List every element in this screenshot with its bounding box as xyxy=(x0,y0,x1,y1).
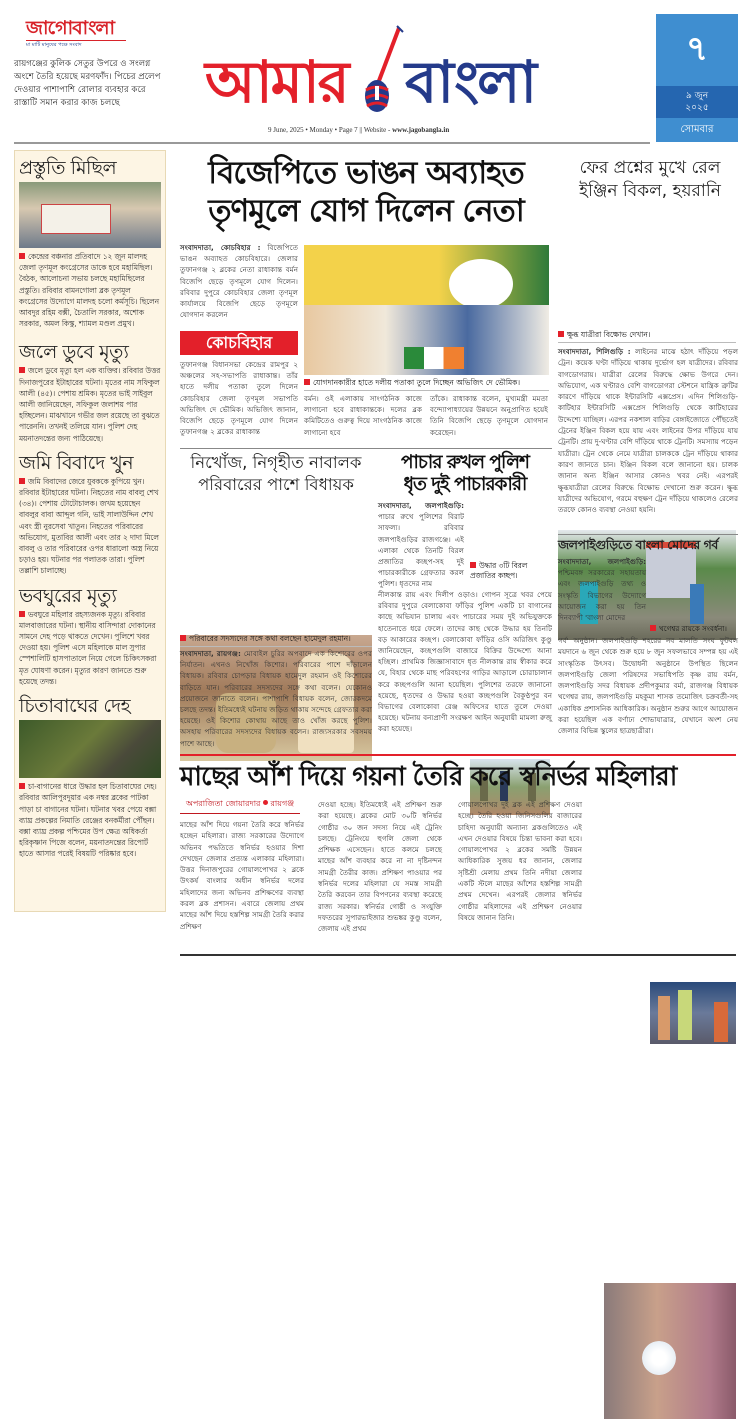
lead-body-intro: সংবাদদাতা, কোচবিহার : বিজেপিতে ভাঙন অব্যাহত কোচবিহারে। জেলার তুফানগঞ্জ ২ ব্লকের নেতা রাধাকান্ত বর্মন বিজেপি ছেড়ে তৃণমূলে যোগ দিলেন। রবিবার দুপুরে কোচবিহার জেলা তৃণমূল কার্যালয়ে বিজেপি ছেড়ে তৃণমূলে যোগদান করলেন xyxy=(180,243,298,320)
brief-body: চা-বাগানের ধারে উদ্ধার হল চিতাবাঘের দেহ। রবিবার আলিপুরদুয়ার এক নম্বর ব্লকের পাটকা পাড়া চা বাগানের ঘটনা। ঘটনার খবর পেয়ে বক্সা ব্যাঘ্র প্রকল্পের নিমাতি রেঞ্জের বনকর্মীরা পৌঁছন। বক্সা ব্যাঘ্র প্রকল্প পশ্চিমের উপ ক্ষেত্র অধিকর্তা হরিকৃষ্ণান পিজে বলেন, ময়নাতদন্তের রিপোর্ট হাতে আসার পরেই বিষয়টি পরিষ্কার হবে। xyxy=(19,782,157,859)
brief-item xyxy=(19,450,161,577)
felicitation-photo xyxy=(650,982,736,1044)
brief-item xyxy=(19,583,161,687)
bullet-icon xyxy=(558,331,564,337)
lead-headline xyxy=(180,154,552,230)
brief-body: ভবঘুরে মহিলার রহস্যজনক মৃত্যু। রবিবার মালবাজারের ঘটনা। স্থানীয় বাসিন্দারা দোকানের সামনে দেহ পড়ে থাকতে দেখেন। পুলিশে খবর দেওয়া হয়। পুলিশ এসে মহিলাকে মাল সুপার স্পেশালিটি হাসপাতালে নিয়ে গেলে চিকিৎসকরা মৃত ঘোষণা করেন। মৃত্যুর কারণ জানতে শুরু হয়েছে তদন্ত। xyxy=(19,609,157,686)
missing-child-body: সংবাদদাতা, রায়গঞ্জ: মোবাইল চুরির অপবাদে এক কিশোরের ওপর নির্যাতন। এখনও নিখোঁজ কিশোর। পরিবারের পাশে দাঁড়ালেন বিধায়ক। রবিবার চোপড়ার বিধায়ক হামেদুল রহমান ওই কিশোরের বাড়িতে যান। পরিবারের সদস্যদের সঙ্গে কথা বলেন। যেকোনও প্রয়োজনে জানাতে বলেন। পাশাপাশি বিধায়ক বলেন, জোরকদমে চলছে তদন্ত। ইতিমধ্যেই ঘটনায় জড়িত থাকায় সন্দেহে গ্রেফতার করা হয়েছে। ওই কিশোর কোথায় আছে তাও খোঁজ করছে পুলিশ। অসহায় পরিবারের সদস্যদের বিধায়ক বলেন। রাজ্যসরকার সবসময় পাশে আছে। xyxy=(180,649,372,748)
mla-visit-caption: পরিবারের সদস্যদের সঙ্গে কথা বলছেন হামেদুল রহমান। xyxy=(180,632,372,647)
lead-body-col2: বর্মন। ওই এলাকায় সাংগঠনিক কাজে লাগানো হবে রাধাকান্তকে। দলের ব্লক কমিটিতেও গুরুত্ব দিয়ে সাংগঠনিক কাজে লাগানো হবে xyxy=(304,394,422,437)
author-location: রায়গঞ্জ xyxy=(270,799,295,808)
divider xyxy=(180,448,552,449)
headline-line2: ইঞ্জিন বিকল, হয়রানি xyxy=(579,181,721,201)
headline-line2: ধৃত দুই পাচারকারী xyxy=(403,474,527,495)
ektara-icon xyxy=(363,24,407,114)
teaser-text: রায়গঞ্জের কুলিক সেতুর উপরে ও সংলগ্ন অংশে তৈরি হয়েছে মরণফাঁদ। পিচের প্রলেপ দেওয়ার পাশাপাশি রোলার ব্যবহার করে রাস্তাটি সমান করার কাজ চলছে xyxy=(14,59,161,108)
joining-photo xyxy=(304,245,549,375)
smuggling-body: নীলকান্ত রায় এবং দিলীপ ওড়াও। গোপন সূত্রে খবর পেয়ে রবিবার দুপুরে বেলাকোবা ফাঁড়ির পুলিশ একটি চা বাগানের কাছে অভিযান চালায় এবং পাচারের সময় দুই অভিযুক্তকে হাতেনাতে ধরে ফেলে। তাদের কাছ থেকে উদ্ধার হয় তিনটি বড় আকারের কচ্ছপ। বেলাকোবা ফাঁড়ির ওসি অরিজিৎ কুণ্ডু জানিয়েছেন, কচ্ছপগুলি বাজারে বিক্রির উদ্দেশ্যে আনা হচ্ছিল। প্রাথমিক জিজ্ঞাসাবাদে ধৃত নীলকান্ত রায় স্বীকার করে যে, বিহার থেকে মাছ পরিবহণের গাড়ির আড়ালে চোরাচালান করে কচ্ছপগুলি আনা হয়েছিল। পুলিশের তরফে জানানো হয়েছে, ধৃতদের ও উদ্ধার হওয়া কচ্ছপগুলি বৈকুণ্ঠপুর বন বিভাগের বেলাকোবা রেঞ্জ অফিসের হাতে তুলে দেওয়া হয়েছে। ঘটনায় বন্যপ্রাণী সংরক্ষণ আইন অনুযায়ী মামলা রুজু করা হয়েছে। xyxy=(378,590,552,734)
bottom-rule xyxy=(180,954,736,956)
masthead-left-word: আমার xyxy=(205,48,348,116)
date-box xyxy=(656,14,738,142)
festival-body: গর্ব' অনুষ্ঠান। জলপাইগুড়ি শহরের নব মালতি সংঘ ফুটবল ময়দানে ৬ জুন থেকে শুরু হয়ে ৮ জুন সফলভাবে সম্পন্ন হয় এই সাংস্কৃতিক উৎসব। উদ্বোধনী অনুষ্ঠানে উপস্থিত ছিলেন জলপাইগুড়ি জেলা পরিষদের সভাধিপতি কৃষ্ণ রায় বর্মন, জলপাইগুড়ি সদর বিধায়ক প্রদীপকুমার বর্মা, রাজগঞ্জ বিধায়ক খগেশ্বর রায়, জলপাইগুড়ি মহকুমা শাসক তমোজিৎ চক্রবর্তী-সহ একাধিক প্রশাসনিক আধিকারিক। অনুষ্ঠান শুরুর আগে আয়োজন করা হয়েছিল এক বর্ণাঢ্য শোভাযাত্রার, যেখানে অংশ নেয় জেলার বিভিন্ন স্কুলের ছাত্রছাত্রীরা। xyxy=(558,636,738,736)
byline: সংবাদদাতা, রায়গঞ্জ: xyxy=(180,649,241,658)
lead-headline-line1: বিজেপিতে ভাঙন অব্যাহত xyxy=(208,155,524,191)
headline-line1: ফের প্রশ্নের মুখে রেল xyxy=(579,158,721,178)
headline-line1: পাচার রুখল পুলিশ xyxy=(400,452,530,473)
bullet-icon xyxy=(19,478,25,484)
page-number: ৭ xyxy=(685,29,709,69)
lead-headline-line2: তৃণমূলে যোগ দিলেন নেতা xyxy=(208,193,524,229)
brief-item xyxy=(19,339,161,443)
byline: সংবাদদাতা, কোচবিহার : xyxy=(180,243,261,252)
masthead-right-word: বাংলা xyxy=(405,48,536,116)
brief-heading: ভবঘুরের মৃত্যু xyxy=(19,584,117,607)
fish-scale-col3: গোয়ালপোখর দুই ব্লক এই প্রশিক্ষণ দেওয়া হচ্ছে। তৈরি হওয়া জিনিসগুলির বাজারের চাহিদা অনুযায়ী অন্যান্য ব্লকগুলিতেও এই এখন দেওয়ার বিষয়ে চিন্তা ভাবনা করা হবে। গোয়ালপোখর ২ ব্লকের সমষ্টি উন্নয়ন আধিকারিক সুজয় ধর জানান, জেলার সৃষ্টিশ্রী মেলায় প্রথম তিনি নদীয়া জেলার একটি স্টলে মাছের আঁশের হস্তশিল্প সামগ্রী প্রথম দেখেন। এরপরই জেলার স্বনির্ভর গোষ্ঠীর মহিলাদের এই প্রশিক্ষণ নেওয়ার বিষয়ে জানান তিনি। xyxy=(458,800,582,922)
brief-heading: জমি বিবাদে খুন xyxy=(19,451,134,474)
festival-headline: জলপাইগুড়িতে বাংলা মোদের গর্ব xyxy=(558,537,718,552)
fish-scale-headline: মাছের আঁশ দিয়ে গয়না তৈরি করে স্বনির্ভর মহিলারা xyxy=(180,762,677,792)
brief-heading: জলে ডুবে মৃত্যু xyxy=(19,341,129,364)
headline-line2: পরিবারের পাশে বিধায়ক xyxy=(198,475,354,494)
date-bengali xyxy=(656,86,738,118)
header-divider xyxy=(14,142,650,144)
jagobangla-logo xyxy=(26,18,126,48)
train-photo-caption: ক্ষুব্ধ যাত্রীরা বিক্ষোভ দেখান। xyxy=(558,328,736,343)
lead-body-continued: তুফানগঞ্জ বিধানসভা কেন্দ্রের রামপুর ২ অঞ্চলের সহ-সভাপতি রাধাকান্ত। তাঁর হাতে দলীয় পতাকা তুলে দিলেন কোচবিহার জেলা তৃণমূল সভাপতি অভিজিৎ দে ভৌমিক। অভিজিৎ জানান, বিজেপি ছেড়ে তৃণমূলে যোগ দিলেন তুফানগঞ্জ ২ ব্লকের রাধাকান্ত xyxy=(180,360,298,437)
website-link[interactable]: www.jagobangla.in xyxy=(392,126,450,134)
brief-heading: প্রস্তুতি মিছিল xyxy=(19,157,117,179)
byline: সংবাদদাতা, শিলিগুড়ি : xyxy=(558,347,631,356)
bullet-icon xyxy=(470,562,476,568)
date-year: ২০২৫ xyxy=(685,103,709,113)
dateline-text: 9 June, 2025 • Monday • Page 7 || Website - xyxy=(268,126,393,134)
lead-body-col3: তাঁকে। রাধাকান্ত বলেন, মুখ্যমন্ত্রী মমতা বন্দ্যোপাধ্যায়ের উন্নয়নে অনুপ্রাণিত হয়েই তিনি বিজেপি ছেড়ে তৃণমূলে যোগদান করেছেন। xyxy=(430,394,548,437)
byline: সংবাদদাতা, জলপাইগুড়ি: xyxy=(378,501,464,510)
brief-body: জলে ডুবে মৃত্যু হল এক ব্যক্তির। রবিবার উত্তর দিনাজপুরের ইটাহারের ঘটনা। মৃতের নাম সফিকুল আলী (৪৫)। পেশায় শ্রমিক। মৃতের ভাই সাইবুল আলী জানিয়েছেন, সফিকুল জলাশয় পার হচ্ছিলেন। মাঝখানে গভীর জল রয়েছে তা বুঝতে পারেননি। তখনই তলিয়ে যান। পুলিশ দেহ ময়নাতদন্তের জন্য পাঠিয়েছে। xyxy=(19,366,161,443)
left-news-column xyxy=(14,150,166,912)
smuggling-headline xyxy=(378,452,552,496)
brief-body: কেন্দ্রের বঞ্চনার প্রতিবাদে ১২ জুন মালদহ জেলা তৃণমূল কংগ্রেসের ডাকে হবে মহামিছিল। বৈঠক, আলোচনা সভায় চলছে মহামিছিলের প্রস্তুতি। রবিবার বামনগোলা ব্লক তৃণমূল কংগ্রেসের উদ্যোগে মালদহ চলো কর্মসূচি। ছিলেন আবদুর রহিম বক্সী, চৈতালি সরকার, অশোক সরকার, অমল কিস্কু, শ্যামল মণ্ডল প্রমুখ। xyxy=(19,252,159,329)
leopard-photo xyxy=(19,720,161,778)
festival-body-intro: সংবাদদাতা, জলপাইগুড়ি: পশ্চিমবঙ্গ সরকারের সহায়তায় এবং জলপাইগুড়ি তথ্য ও সংস্কৃতি বিভাগের উদ্যোগে আয়োজন করা হয় তিন দিনব্যাপী 'বাংলা মোদের xyxy=(558,557,646,623)
section-divider xyxy=(180,754,736,756)
fish-scale-author xyxy=(180,797,300,814)
author-name: অপরাজিতা জোয়ারদার xyxy=(185,799,261,808)
smuggling-body-intro: সংবাদদাতা, জলপাইগুড়ি: পাচার রুখে পুলিশের বিরাট সাফল্য। রবিবার জলপাইগুড়ির রাজগঞ্জে। এই এলাকা থেকে তিনটি বিরল প্রজাতির কচ্ছপ-সহ দুই পাচারকারীকে গ্রেফতার করল পুলিশ। ধৃতদের নাম xyxy=(378,501,464,589)
fish-scale-col1: মাছের আঁশ দিয়ে গয়না তৈরি করে স্বনির্ভর হচ্ছেন মহিলারা। রাজ্য সরকারের উদ্যোগে অভিনব পদ্ধতিতে স্বনির্ভর হওয়ার দিশা দেখছেন জেলার প্রত্যন্ত এলাকার মহিলারা। উত্তর দিনাজপুরের গোয়ালপোখর ২ ব্লকে উৎকর্ষ বাংলার অধীন স্বনির্ভর দলের মহিলাদের জন্য অভিনব প্রশিক্ষণের ব্যবস্থা করল ব্লক প্রশাসন। এবারে জেলায় প্রথম মাছের আঁশ দিয়ে হস্তশিল্প সামগ্রী তৈরি করার প্রশিক্ষণ xyxy=(180,820,304,931)
divider xyxy=(558,534,738,535)
jagobangla-logo-text: জাগোবাংলা xyxy=(26,17,115,39)
bullet-icon xyxy=(19,611,25,617)
bullet-icon xyxy=(304,379,310,385)
rally-photo xyxy=(19,182,161,248)
rail-body: সংবাদদাতা, শিলিগুড়ি : লাইনের মাঝে হঠাৎ দাঁড়িয়ে পড়ল ট্রেন। কয়েক ঘণ্টা দাঁড়িয়ে থাকায় দুর্ভোগ হল যাত্রীদের। রবিবার বাগডোগরায়। যাত্রীরা রেলের বিরুদ্ধে ক্ষোভ উগরে দেন। অভিযোগ, এক ঘণ্টারও বেশি বাগডোগরা স্টেশনে যান্ত্রিক ত্রুটির কারণে দাঁড়িয়ে থাকে ইন্টারসিটি এক্সপ্রেস। এদিন শিলিগুড়ি-কাটিহার ইন্টারসিটি এক্সপ্রেস শিলিগুড়ি থেকে কাটিহারের উদ্দেশ্যে যাচ্ছিল। এরপর নকশাল বাড়ির বেঙ্গাইজোতে পৌঁছতেই ট্রেনের ইঞ্জিন বিকল হয়ে যায় এবং লাইনের উপর দাঁড়িয়ে যায় ট্রেনটি। প্রায় দু-ঘণ্টার বেশি দাঁড়িয়ে থাকে ট্রেনটি। সমস্যায় পড়েন যাত্রীরা। ট্রেন থেকে নেমে যাত্রীরা চালককে ট্রেন দাঁড়িয়ে থাকার কারণ জানতে চান। ইঞ্জিন বিকল বলে জানানো হয়। চালক জানান অন্য ইঞ্জিন আসার কোনও খবর নেই। এরপরই ক্ষুব্ধযাত্রীরা রেলের বিরুদ্ধে বিক্ষোভ দেখানো শুরু করেন। ক্ষুব্ধ যাত্রীদের অভিযোগ, গরমে বহুক্ষণ ট্রেন দাঁড়িয়ে থাকলেও রেলের তরফে কোনও ব্যবস্থা নেওয়া হয়নি। xyxy=(558,347,738,515)
dot-separator-icon xyxy=(263,800,268,805)
bullet-icon xyxy=(19,783,25,789)
location-badge: কোচবিহার xyxy=(180,331,298,355)
weekday: সোমবার xyxy=(680,124,714,135)
felicitation-caption: খগেশ্বর রায়কে সংবর্ধনা। xyxy=(650,624,738,634)
missing-child-headline xyxy=(180,452,372,496)
byline: সংবাদদাতা, জলপাইগুড়ি: xyxy=(558,557,646,566)
brief-body: জমি বিবাদের জেরে যুবককে কুপিয়ে খুন। রবিবার ইটাহারের ঘটনা। নিহতের নাম বাবলু শেখ (৩৪)। পেশায় টোটোচালক। জখম হয়েছেন বাবলুর বাবা আব্দুল গনি, ভাই সালাউদ্দিন শেখ এবং স্ত্রী নুরসেবা খাতুন। নিহতের পরিবারের অভিযোগ, মুতাবির আলী এবং তার ২ দাদা মিলে বাবলু ও তার পরিবারের ওপর ধারালো অস্ত্র নিয়ে চড়াও হয়। ঘটনার পর পলাতক তারা। পুলিশ তল্লাশি চালাচ্ছে। xyxy=(19,476,159,576)
brief-item xyxy=(19,155,161,329)
date-day-month: ৯ জুন xyxy=(685,91,709,101)
rail-headline xyxy=(560,157,740,203)
headline-line1: নিখোঁজ, নিগৃহীত নাবালক xyxy=(190,453,362,472)
jagobangla-tagline: মা মাটি মানুষের পক্ষে সংবাদ xyxy=(26,40,126,50)
fish-scale-jewelry-photo xyxy=(604,1283,736,1419)
bullet-icon xyxy=(19,253,25,259)
masthead xyxy=(205,14,565,124)
brief-heading: চিতাবাঘের দেহ xyxy=(19,695,131,718)
dateline xyxy=(268,126,449,134)
bullet-icon xyxy=(19,367,25,373)
joining-photo-caption: যোগদানকারীর হাতে দলীয় পতাকা তুলে দিচ্ছেন অভিজিৎ দে ভৌমিক। xyxy=(304,376,549,391)
bullet-icon xyxy=(180,635,186,641)
brief-item xyxy=(19,693,161,859)
fish-scale-col2: দেওয়া হচ্ছে। ইতিমধ্যেই এই প্রশিক্ষণ শুরু করা হয়েছে। ব্লকের মোট ৩০টি স্বনির্ভর গোষ্ঠীর ৩০ জন সদস্য নিয়ে এই ট্রেনিং চলছে। ট্রেনিংয়ে হুগলি জেলা থেকে প্রশিক্ষক এসেছেন। হাতে কলমে চলছে মাছের আঁশ ব্যবহার করে না না দৃষ্টিনন্দন সামগ্রী তৈরীর কাজ। প্রশিক্ষণ পাওয়ার পর স্বনির্ভর দলের মহিলারা যে সমস্ত সামগ্রী তৈরি করবেন তার বিপণনের ব্যবস্থা করেছে রাজ্য সরকার। স্বনির্ভর গোষ্ঠী ও সংযুক্তি দফতরের সুপারভাইজার শুভঙ্কর কুণ্ডু বলেন, জেলায় এই প্রথম xyxy=(318,800,442,934)
bullet-icon xyxy=(650,625,656,631)
turtle-photo-caption: উদ্ধার ৩টি বিরল প্রজাতির কচ্ছপ। xyxy=(470,561,528,580)
